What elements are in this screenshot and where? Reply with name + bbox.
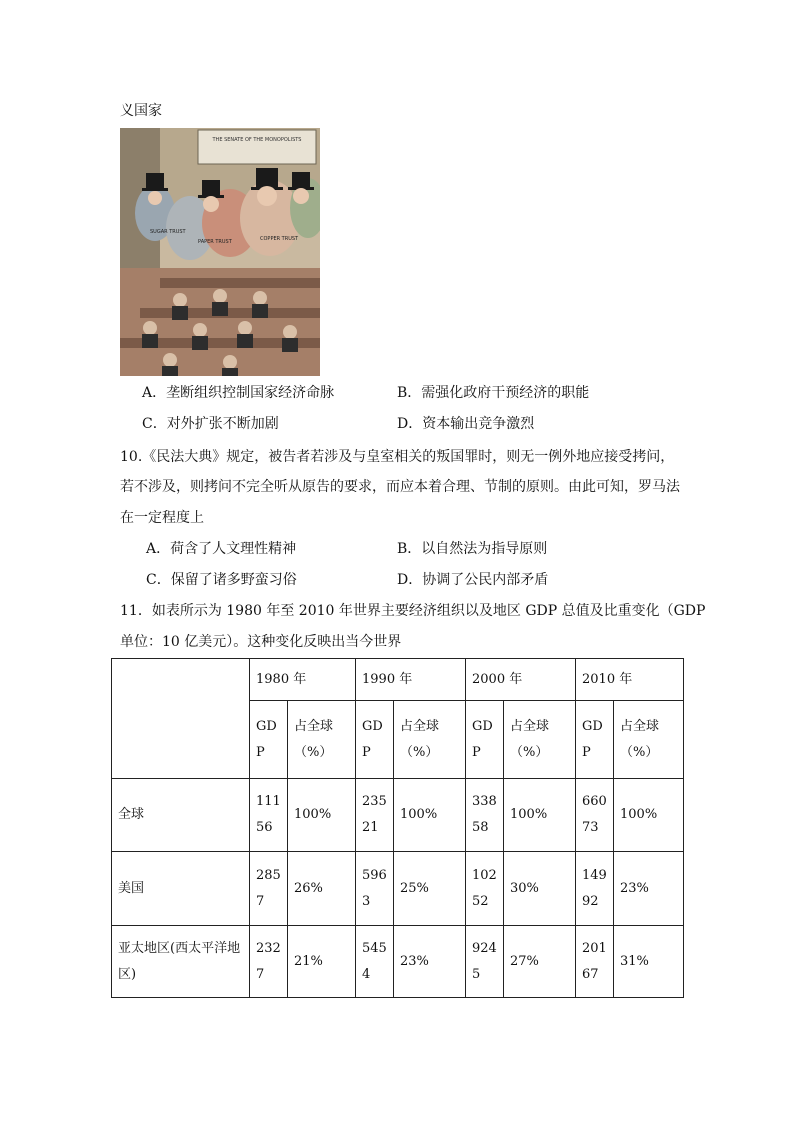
cartoon-bag-label: SUGAR TRUST — [150, 229, 186, 235]
gdp-cell: 201 67 — [576, 926, 614, 998]
q9-option-a: A．垄断组织控制国家经济命脉 — [142, 385, 335, 401]
table-row — [112, 779, 684, 852]
share-cell: 30% — [504, 852, 576, 926]
q10-option-a: A．荷含了人文理性精神 — [146, 541, 297, 557]
q9-option-b: B．需强化政府干预经济的职能 — [397, 385, 590, 401]
region-cell: 全球 — [112, 779, 250, 852]
gdp-column-header: GD P — [250, 701, 288, 779]
q10-stem-line-2: 若不涉及，则拷问不完全听从原告的要求，而应本着合理、节制的原则。由此可知，罗马法 — [120, 479, 680, 495]
gdp-cell: 545 4 — [356, 926, 394, 998]
gdp-column-header: GD P — [356, 701, 394, 779]
region-cell: 美国 — [112, 852, 250, 926]
q10-stem-line-3: 在一定程度上 — [120, 510, 204, 526]
gdp-column-header: GD P — [466, 701, 504, 779]
share-column-header: 占全球 （%） — [504, 701, 576, 779]
share-cell: 23% — [394, 926, 466, 998]
share-cell: 25% — [394, 852, 466, 926]
gdp-column-header: GD P — [576, 701, 614, 779]
share-cell: 100% — [614, 779, 684, 852]
gdp-cell: 149 92 — [576, 852, 614, 926]
share-cell: 31% — [614, 926, 684, 998]
share-column-header: 占全球 （%） — [614, 701, 684, 779]
share-cell: 100% — [288, 779, 356, 852]
year-header: 2010 年 — [576, 659, 684, 701]
gdp-cell: 102 52 — [466, 852, 504, 926]
year-header: 1990 年 — [356, 659, 466, 701]
cartoon-bag-label: PAPER TRUST — [198, 239, 232, 245]
table-row — [112, 852, 684, 926]
q9-option-c: C．对外扩张不断加剧 — [142, 416, 279, 432]
q9-option-d: D．资本输出竞争激烈 — [397, 416, 535, 432]
year-header: 2000 年 — [466, 659, 576, 701]
gdp-cell: 338 58 — [466, 779, 504, 852]
q10-stem-line-1: 10.《民法大典》规定，被告者若涉及与皇室相关的叛国罪时，则无一例外地应接受拷问， — [120, 449, 675, 465]
gdp-cell: 924 5 — [466, 926, 504, 998]
q11-stem-line-2: 单位：10 亿美元）。这种变化反映出当今世界 — [120, 634, 402, 650]
cartoon-bag-label: COPPER TRUST — [260, 236, 299, 242]
political-cartoon-image — [120, 128, 320, 376]
gdp-cell: 660 73 — [576, 779, 614, 852]
q10-option-b: B．以自然法为指导原则 — [397, 541, 548, 557]
share-column-header: 占全球 （%） — [288, 701, 356, 779]
gdp-table — [111, 658, 684, 998]
gdp-cell: 596 3 — [356, 852, 394, 926]
share-cell: 100% — [504, 779, 576, 852]
gdp-cell: 285 7 — [250, 852, 288, 926]
cartoon-sign-text: THE SENATE OF THE MONOPOLISTS — [212, 137, 302, 143]
table-corner-cell — [112, 659, 250, 779]
share-column-header: 占全球 （%） — [394, 701, 466, 779]
table-row — [112, 926, 684, 998]
share-cell: 21% — [288, 926, 356, 998]
q10-option-c: C．保留了诸多野蛮习俗 — [146, 572, 297, 588]
gdp-cell: 235 21 — [356, 779, 394, 852]
share-cell: 26% — [288, 852, 356, 926]
year-header: 1980 年 — [250, 659, 356, 701]
gdp-cell: 232 7 — [250, 926, 288, 998]
q11-stem-line-1: 11．如表所示为 1980 年至 2010 年世界主要经济组织以及地区 GDP 总值及比重变化（GDP — [120, 603, 706, 619]
share-cell: 23% — [614, 852, 684, 926]
gdp-cell: 111 56 — [250, 779, 288, 852]
q10-option-d: D．协调了公民内部矛盾 — [397, 572, 549, 588]
region-cell: 亚太地区(西太平洋地区) — [112, 926, 250, 998]
share-cell: 27% — [504, 926, 576, 998]
continuation-text: 义国家 — [120, 103, 162, 119]
share-cell: 100% — [394, 779, 466, 852]
